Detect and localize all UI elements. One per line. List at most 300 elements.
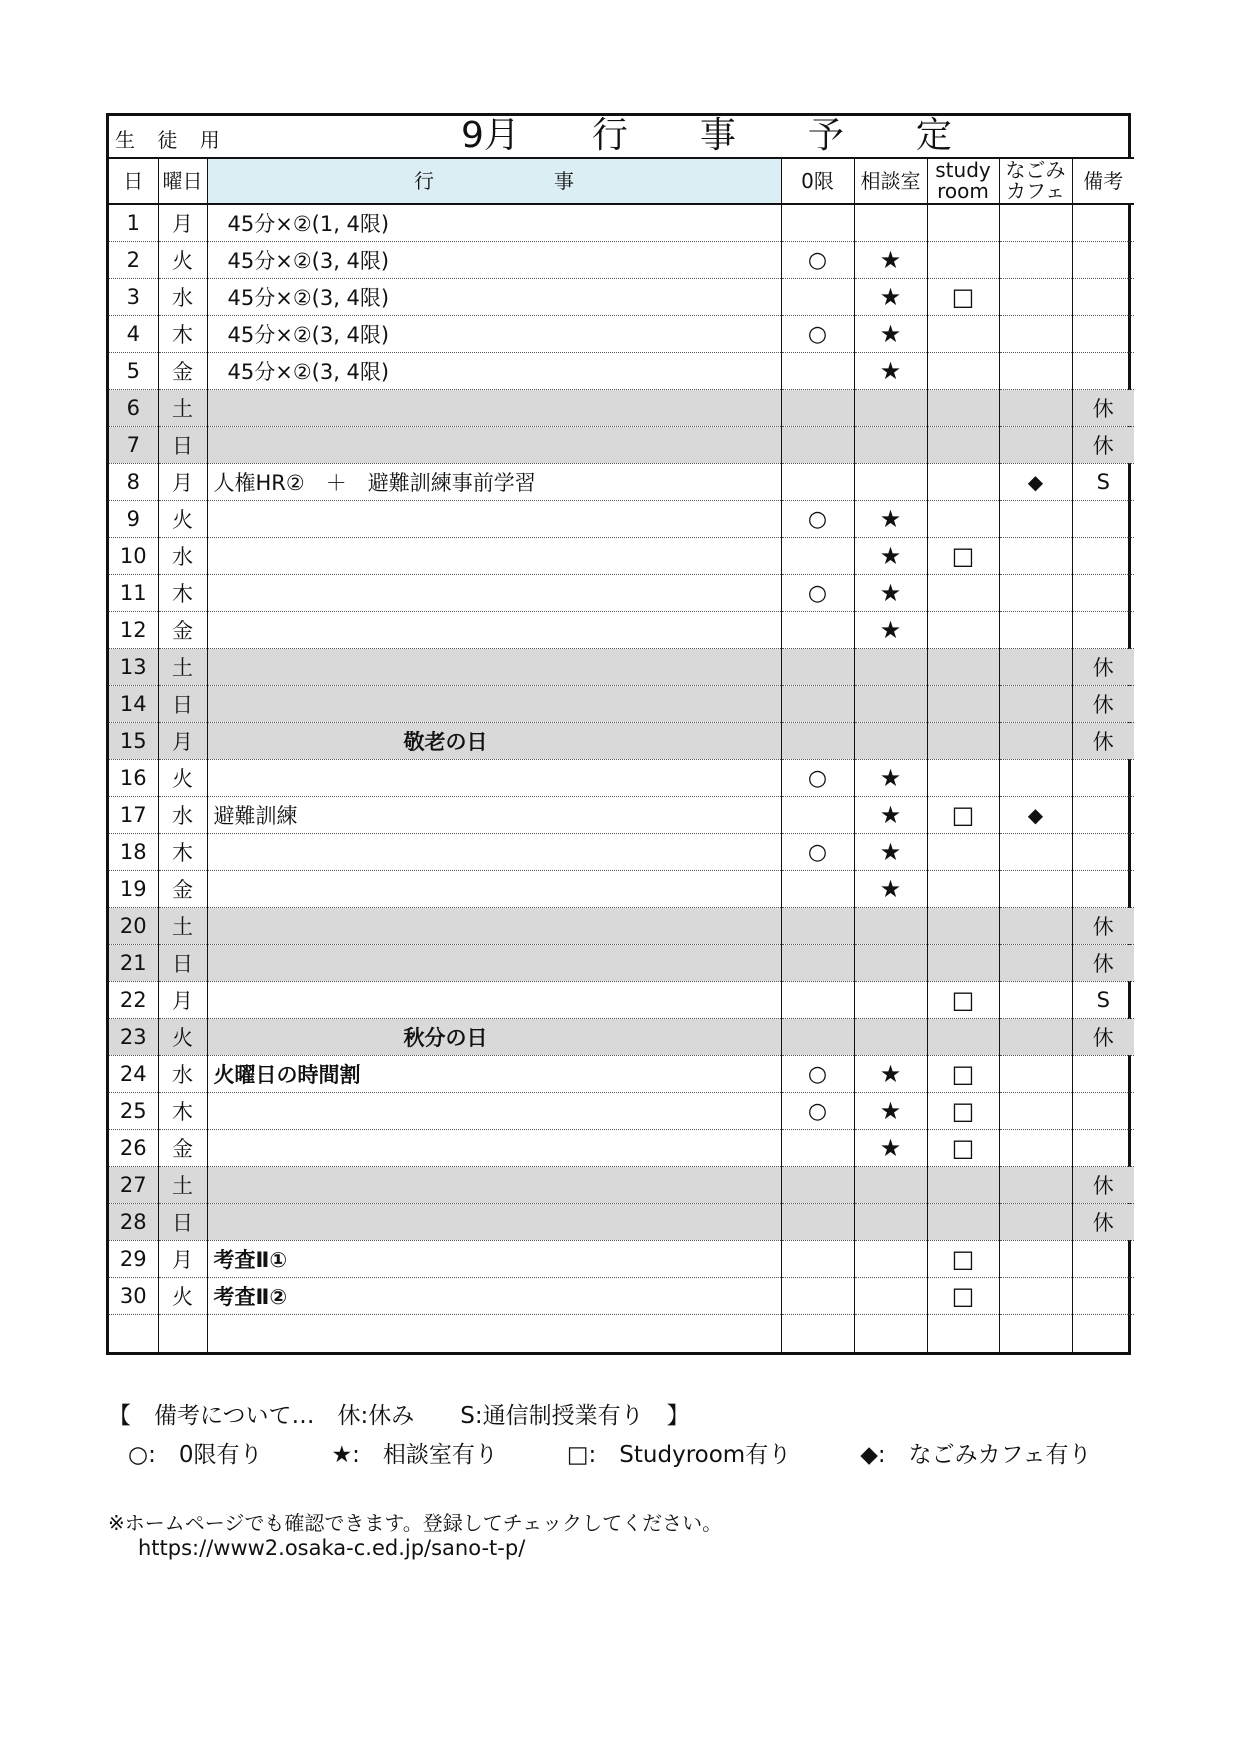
weekday-cell-value: 土 bbox=[172, 397, 193, 421]
weekday-cell bbox=[158, 538, 207, 575]
col-cafe-line2: カフェ bbox=[1006, 179, 1065, 203]
cafe-cell bbox=[999, 316, 1072, 353]
cafe-cell bbox=[999, 1019, 1072, 1056]
soudan-cell-value: ★ bbox=[879, 616, 902, 644]
cafe-cell bbox=[999, 501, 1072, 538]
studyroom-cell bbox=[927, 1167, 999, 1204]
zero-period-cell-value: ○ bbox=[807, 765, 828, 791]
weekday-cell bbox=[158, 1019, 207, 1056]
weekday-cell bbox=[158, 427, 207, 464]
soudan-cell bbox=[854, 316, 927, 353]
event-text: 避難訓練 bbox=[213, 804, 298, 828]
table-row bbox=[109, 945, 1134, 982]
studyroom-cell bbox=[927, 204, 999, 242]
event-cell bbox=[207, 501, 781, 538]
table-row bbox=[109, 686, 1134, 723]
zero-period-cell bbox=[781, 1093, 854, 1130]
zero-period-cell bbox=[781, 723, 854, 760]
event-cell bbox=[207, 612, 781, 649]
day-cell bbox=[109, 501, 158, 538]
soudan-cell bbox=[854, 723, 927, 760]
zero-period-cell bbox=[781, 760, 854, 797]
weekday-cell-value: 木 bbox=[172, 582, 193, 606]
studyroom-cell bbox=[927, 908, 999, 945]
soudan-cell bbox=[854, 390, 927, 427]
weekday-cell-value: 木 bbox=[172, 1100, 193, 1124]
zero-period-cell bbox=[781, 908, 854, 945]
soudan-cell bbox=[854, 1241, 927, 1278]
col-cafe bbox=[999, 158, 1072, 204]
event-cell bbox=[207, 871, 781, 908]
event-cell bbox=[207, 1278, 781, 1315]
weekday-cell-value: 木 bbox=[172, 323, 193, 347]
weekday-cell bbox=[158, 649, 207, 686]
soudan-cell bbox=[854, 242, 927, 279]
studyroom-cell bbox=[927, 1204, 999, 1241]
soudan-cell bbox=[854, 1130, 927, 1167]
day-cell-value: 9 bbox=[126, 507, 140, 531]
soudan-cell bbox=[854, 612, 927, 649]
event-cell bbox=[207, 982, 781, 1019]
studyroom-cell bbox=[927, 279, 999, 316]
event-text: 45分×②(3, 4限) bbox=[227, 286, 390, 310]
zero-period-cell bbox=[781, 1019, 854, 1056]
soudan-cell bbox=[854, 908, 927, 945]
weekday-cell-value: 月 bbox=[172, 730, 193, 754]
weekday-cell-value: 月 bbox=[172, 989, 193, 1013]
note-cell bbox=[1072, 1019, 1134, 1056]
event-cell bbox=[207, 204, 781, 242]
weekday-cell bbox=[158, 464, 207, 501]
zero-period-cell-value: ○ bbox=[807, 321, 828, 347]
day-cell bbox=[109, 1241, 158, 1278]
day-cell-value: 13 bbox=[119, 655, 147, 679]
weekday-cell bbox=[158, 316, 207, 353]
day-cell bbox=[109, 945, 158, 982]
day-cell-value: 18 bbox=[119, 840, 147, 864]
day-cell-value: 27 bbox=[119, 1173, 147, 1197]
blank-cell bbox=[207, 1315, 781, 1353]
event-cell bbox=[207, 1056, 781, 1093]
cafe-cell bbox=[999, 612, 1072, 649]
day-cell-value: 5 bbox=[126, 359, 140, 383]
note-cell bbox=[1072, 279, 1134, 316]
note-cell-value: 休 bbox=[1092, 1026, 1114, 1050]
cafe-cell bbox=[999, 242, 1072, 279]
cafe-cell bbox=[999, 982, 1072, 1019]
zero-period-cell bbox=[781, 1056, 854, 1093]
note-cell-value: 休 bbox=[1092, 434, 1114, 458]
col-weekday: 曜日 bbox=[158, 158, 207, 204]
zero-period-cell bbox=[781, 204, 854, 242]
studyroom-cell-value: □ bbox=[951, 1245, 975, 1273]
note-cell bbox=[1072, 723, 1134, 760]
weekday-cell-value: 日 bbox=[172, 952, 193, 976]
cafe-cell bbox=[999, 575, 1072, 612]
day-cell bbox=[109, 279, 158, 316]
weekday-cell-value: 土 bbox=[172, 915, 193, 939]
day-cell bbox=[109, 1278, 158, 1315]
weekday-cell-value: 火 bbox=[172, 1285, 193, 1309]
soudan-cell bbox=[854, 1093, 927, 1130]
soudan-cell-value: ★ bbox=[879, 875, 902, 903]
weekday-cell bbox=[158, 982, 207, 1019]
weekday-cell-value: 土 bbox=[172, 1174, 193, 1198]
blank-cell bbox=[781, 1315, 854, 1353]
day-cell-value: 26 bbox=[119, 1136, 147, 1160]
blank-cell bbox=[109, 1315, 158, 1353]
col-note: 備考 bbox=[1072, 158, 1134, 204]
day-cell-value: 8 bbox=[126, 470, 140, 494]
day-cell-value: 21 bbox=[119, 951, 147, 975]
table-row bbox=[109, 649, 1134, 686]
note-cell bbox=[1072, 1204, 1134, 1241]
table-row bbox=[109, 538, 1134, 575]
zero-period-cell bbox=[781, 538, 854, 575]
soudan-cell bbox=[854, 1056, 927, 1093]
cafe-cell bbox=[999, 834, 1072, 871]
event-cell bbox=[207, 279, 781, 316]
cafe-cell bbox=[999, 427, 1072, 464]
weekday-cell bbox=[158, 834, 207, 871]
note-cell-value: 休 bbox=[1092, 952, 1114, 976]
soudan-cell-value: ★ bbox=[879, 357, 902, 385]
studyroom-cell bbox=[927, 797, 999, 834]
zero-period-cell bbox=[781, 834, 854, 871]
weekday-cell bbox=[158, 1204, 207, 1241]
studyroom-cell bbox=[927, 945, 999, 982]
note-cell bbox=[1072, 834, 1134, 871]
studyroom-cell bbox=[927, 390, 999, 427]
day-cell bbox=[109, 1093, 158, 1130]
zero-period-cell bbox=[781, 464, 854, 501]
soudan-cell-value: ★ bbox=[879, 246, 902, 274]
studyroom-cell bbox=[927, 686, 999, 723]
studyroom-cell-value: □ bbox=[951, 986, 975, 1014]
note-cell bbox=[1072, 1056, 1134, 1093]
studyroom-cell bbox=[927, 427, 999, 464]
zero-period-cell-value: ○ bbox=[807, 1098, 828, 1124]
legend-line-2: ○: 0限有り ★: 相談室有り □: Studyroom有り ◆: なごみカフェ有り bbox=[128, 1442, 1092, 1468]
weekday-cell-value: 金 bbox=[172, 878, 193, 902]
weekday-cell bbox=[158, 612, 207, 649]
weekday-cell bbox=[158, 908, 207, 945]
cafe-cell bbox=[999, 871, 1072, 908]
studyroom-cell bbox=[927, 1130, 999, 1167]
soudan-cell-value: ★ bbox=[879, 1134, 902, 1162]
table-row bbox=[109, 871, 1134, 908]
day-cell-value: 30 bbox=[119, 1284, 147, 1308]
note-cell bbox=[1072, 760, 1134, 797]
cafe-cell bbox=[999, 1241, 1072, 1278]
studyroom-cell bbox=[927, 871, 999, 908]
soudan-cell bbox=[854, 575, 927, 612]
studyroom-cell-value: □ bbox=[951, 1060, 975, 1088]
soudan-cell-value: ★ bbox=[879, 320, 902, 348]
cafe-cell bbox=[999, 686, 1072, 723]
soudan-cell-value: ★ bbox=[879, 801, 902, 829]
day-cell-value: 14 bbox=[119, 692, 147, 716]
zero-period-cell-value: ○ bbox=[807, 506, 828, 532]
col-cafe-line1: なごみ bbox=[1005, 158, 1066, 182]
note-cell bbox=[1072, 1241, 1134, 1278]
legend-line-1: 【 備考について… 休:休み S:通信制授業有り 】 bbox=[108, 1403, 690, 1429]
cafe-cell bbox=[999, 390, 1072, 427]
col-studyroom bbox=[927, 158, 999, 204]
weekday-cell-value: 水 bbox=[172, 804, 193, 828]
note-cell bbox=[1072, 242, 1134, 279]
blank-cell bbox=[854, 1315, 927, 1353]
table-row bbox=[109, 1167, 1134, 1204]
table-row bbox=[109, 1019, 1134, 1056]
day-cell bbox=[109, 242, 158, 279]
event-cell bbox=[207, 797, 781, 834]
soudan-cell-value: ★ bbox=[879, 579, 902, 607]
weekday-cell-value: 日 bbox=[172, 434, 193, 458]
zero-period-cell bbox=[781, 279, 854, 316]
day-cell bbox=[109, 760, 158, 797]
studyroom-cell bbox=[927, 575, 999, 612]
event-cell bbox=[207, 945, 781, 982]
table-row bbox=[109, 390, 1134, 427]
blank-cell bbox=[999, 1315, 1072, 1353]
table-row bbox=[109, 982, 1134, 1019]
event-cell bbox=[207, 464, 781, 501]
day-cell-value: 2 bbox=[126, 248, 140, 272]
weekday-cell-value: 月 bbox=[172, 212, 193, 236]
table-row bbox=[109, 316, 1134, 353]
day-cell bbox=[109, 1130, 158, 1167]
zero-period-cell bbox=[781, 612, 854, 649]
studyroom-cell-value: □ bbox=[951, 283, 975, 311]
weekday-cell bbox=[158, 723, 207, 760]
weekday-cell bbox=[158, 871, 207, 908]
weekday-cell bbox=[158, 353, 207, 390]
day-cell-value: 11 bbox=[119, 581, 147, 605]
day-cell bbox=[109, 1019, 158, 1056]
event-cell bbox=[207, 1019, 781, 1056]
studyroom-cell bbox=[927, 242, 999, 279]
note-cell bbox=[1072, 353, 1134, 390]
note-cell bbox=[1072, 797, 1134, 834]
zero-period-cell-value: ○ bbox=[807, 839, 828, 865]
event-cell bbox=[207, 575, 781, 612]
soudan-cell bbox=[854, 649, 927, 686]
soudan-cell-value: ★ bbox=[879, 838, 902, 866]
col-studyroom-line2: room bbox=[937, 179, 989, 203]
schedule-table bbox=[109, 116, 1134, 1352]
col-soudan: 相談室 bbox=[854, 158, 927, 204]
day-cell bbox=[109, 316, 158, 353]
zero-period-cell bbox=[781, 982, 854, 1019]
weekday-cell bbox=[158, 797, 207, 834]
soudan-cell bbox=[854, 464, 927, 501]
note-cell bbox=[1072, 871, 1134, 908]
cafe-cell bbox=[999, 945, 1072, 982]
table-row bbox=[109, 464, 1134, 501]
table-row bbox=[109, 353, 1134, 390]
event-cell bbox=[207, 1204, 781, 1241]
cafe-cell bbox=[999, 1093, 1072, 1130]
soudan-cell bbox=[854, 501, 927, 538]
zero-period-cell bbox=[781, 871, 854, 908]
day-cell bbox=[109, 723, 158, 760]
zero-period-cell bbox=[781, 575, 854, 612]
day-cell-value: 24 bbox=[119, 1062, 147, 1086]
weekday-cell bbox=[158, 1130, 207, 1167]
note-cell bbox=[1072, 501, 1134, 538]
event-text: 45分×②(3, 4限) bbox=[227, 249, 390, 273]
cafe-cell-value: ◆ bbox=[1027, 803, 1044, 827]
table-row bbox=[109, 501, 1134, 538]
soudan-cell bbox=[854, 279, 927, 316]
day-cell bbox=[109, 1167, 158, 1204]
weekday-cell-value: 木 bbox=[172, 841, 193, 865]
day-cell-value: 19 bbox=[119, 877, 147, 901]
day-cell bbox=[109, 834, 158, 871]
weekday-cell bbox=[158, 279, 207, 316]
event-text: 人権HR② ＋ 避難訓練事前学習 bbox=[213, 471, 536, 495]
day-cell bbox=[109, 1204, 158, 1241]
note-cell bbox=[1072, 908, 1134, 945]
studyroom-cell bbox=[927, 538, 999, 575]
weekday-cell bbox=[158, 575, 207, 612]
event-cell bbox=[207, 649, 781, 686]
note-cell-value: 休 bbox=[1092, 730, 1114, 754]
note-cell bbox=[1072, 538, 1134, 575]
day-cell bbox=[109, 649, 158, 686]
zero-period-cell bbox=[781, 1241, 854, 1278]
zero-period-cell bbox=[781, 501, 854, 538]
weekday-cell-value: 火 bbox=[172, 767, 193, 791]
soudan-cell bbox=[854, 945, 927, 982]
zero-period-cell-value: ○ bbox=[807, 247, 828, 273]
cafe-cell bbox=[999, 538, 1072, 575]
day-cell bbox=[109, 427, 158, 464]
event-cell bbox=[207, 908, 781, 945]
cafe-cell bbox=[999, 1056, 1072, 1093]
day-cell-value: 3 bbox=[126, 285, 140, 309]
homepage-note: ※ホームページでも確認できます。登録してチェックしてください。 bbox=[108, 1511, 723, 1535]
col-event-label-a: 行 bbox=[414, 168, 434, 193]
studyroom-cell bbox=[927, 1278, 999, 1315]
event-cell bbox=[207, 834, 781, 871]
studyroom-cell bbox=[927, 723, 999, 760]
homepage-url[interactable]: https://www2.osaka-c.ed.jp/sano-t-p/ bbox=[138, 1536, 526, 1560]
event-cell bbox=[207, 723, 781, 760]
cafe-cell bbox=[999, 279, 1072, 316]
cafe-cell-value: ◆ bbox=[1027, 470, 1044, 494]
day-cell-value: 16 bbox=[119, 766, 147, 790]
note-cell-value: S bbox=[1096, 988, 1110, 1012]
day-cell-value: 23 bbox=[119, 1025, 147, 1049]
table-row bbox=[109, 427, 1134, 464]
table-row bbox=[109, 279, 1134, 316]
zero-period-cell-value: ○ bbox=[807, 1061, 828, 1087]
studyroom-cell-value: □ bbox=[951, 1282, 975, 1310]
event-cell bbox=[207, 538, 781, 575]
soudan-cell bbox=[854, 1204, 927, 1241]
soudan-cell-value: ★ bbox=[879, 505, 902, 533]
day-cell-value: 17 bbox=[119, 803, 147, 827]
note-cell bbox=[1072, 686, 1134, 723]
event-text: 敬老の日 bbox=[403, 730, 488, 754]
weekday-cell-value: 水 bbox=[172, 286, 193, 310]
event-cell bbox=[207, 242, 781, 279]
studyroom-cell bbox=[927, 612, 999, 649]
schedule-body bbox=[109, 204, 1134, 1352]
day-cell bbox=[109, 686, 158, 723]
day-cell-value: 4 bbox=[126, 322, 140, 346]
note-cell-value: 休 bbox=[1092, 1211, 1114, 1235]
note-cell bbox=[1072, 1167, 1134, 1204]
day-cell-value: 1 bbox=[126, 211, 140, 235]
table-row bbox=[109, 612, 1134, 649]
note-cell bbox=[1072, 316, 1134, 353]
cafe-cell bbox=[999, 204, 1072, 242]
day-cell bbox=[109, 390, 158, 427]
cafe-cell bbox=[999, 1204, 1072, 1241]
cafe-cell bbox=[999, 797, 1072, 834]
cafe-cell bbox=[999, 1278, 1072, 1315]
studyroom-cell bbox=[927, 353, 999, 390]
note-cell-value: 休 bbox=[1092, 1174, 1114, 1198]
note-cell bbox=[1072, 427, 1134, 464]
soudan-cell bbox=[854, 686, 927, 723]
day-cell bbox=[109, 612, 158, 649]
weekday-cell bbox=[158, 1093, 207, 1130]
note-cell bbox=[1072, 982, 1134, 1019]
weekday-cell bbox=[158, 242, 207, 279]
event-cell bbox=[207, 1167, 781, 1204]
day-cell bbox=[109, 1056, 158, 1093]
cafe-cell bbox=[999, 723, 1072, 760]
page-title: 9月 行 事 予 定 bbox=[461, 115, 952, 156]
zero-period-cell bbox=[781, 649, 854, 686]
table-row bbox=[109, 242, 1134, 279]
day-cell bbox=[109, 797, 158, 834]
cafe-cell bbox=[999, 353, 1072, 390]
weekday-cell-value: 金 bbox=[172, 360, 193, 384]
day-cell-value: 25 bbox=[119, 1099, 147, 1123]
studyroom-cell bbox=[927, 834, 999, 871]
soudan-cell bbox=[854, 1278, 927, 1315]
studyroom-cell bbox=[927, 1093, 999, 1130]
blank-row bbox=[109, 1315, 1134, 1353]
weekday-cell-value: 月 bbox=[172, 1248, 193, 1272]
studyroom-cell-value: □ bbox=[951, 1134, 975, 1162]
zero-period-cell bbox=[781, 1130, 854, 1167]
table-row bbox=[109, 723, 1134, 760]
weekday-cell bbox=[158, 390, 207, 427]
zero-period-cell bbox=[781, 353, 854, 390]
soudan-cell-value: ★ bbox=[879, 1097, 902, 1125]
weekday-cell bbox=[158, 760, 207, 797]
soudan-cell-value: ★ bbox=[879, 1060, 902, 1088]
note-cell bbox=[1072, 464, 1134, 501]
event-text: 45分×②(1, 4限) bbox=[227, 212, 390, 236]
blank-cell bbox=[158, 1315, 207, 1353]
event-cell bbox=[207, 316, 781, 353]
cafe-cell bbox=[999, 1130, 1072, 1167]
event-cell bbox=[207, 686, 781, 723]
day-cell bbox=[109, 908, 158, 945]
weekday-cell bbox=[158, 204, 207, 242]
soudan-cell bbox=[854, 1167, 927, 1204]
zero-period-cell bbox=[781, 1204, 854, 1241]
event-text: 考査Ⅱ② bbox=[213, 1285, 288, 1309]
weekday-cell-value: 水 bbox=[172, 1063, 193, 1087]
